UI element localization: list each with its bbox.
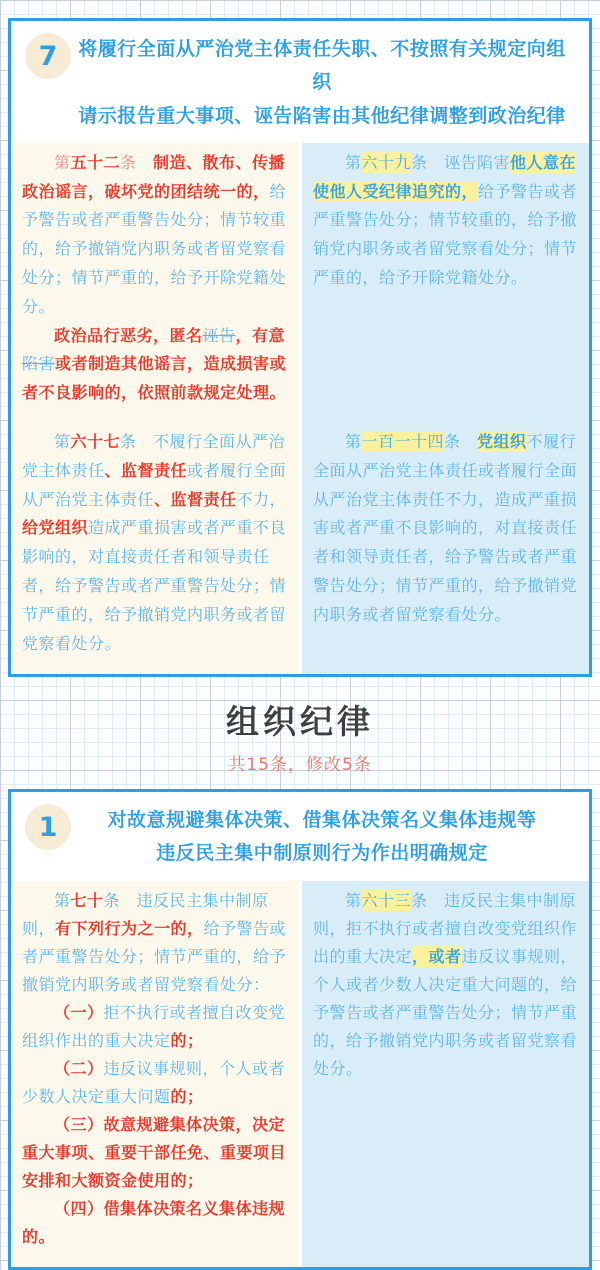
text-segment-added: （四）借集体决策名义集体违规的。 [22, 1198, 286, 1246]
text-segment-added: 的； [170, 1030, 204, 1050]
text-segment-base: 不履行全面从严治党主体责任或者履行全面从严治党主体责任不力，造成严重损害或者严重不良影响的，对直接责任者和领导责任者，给予警告或者严重警告处分；情节严重的，给予撤销党内职务或者留党察看处分。 [313, 431, 578, 624]
text-segment-base: 不力， [236, 489, 287, 509]
text-segment-moved: 第 [54, 152, 71, 172]
text-segment-added: ，有意 [235, 325, 286, 345]
text-segment-base: 条 不履行全面从严治党主体责任 [22, 431, 286, 480]
text-segment-added: 、监督责任 [104, 460, 188, 480]
text-segment-base: 给予警告或者严重警告处分；情节较重的，给予撤销党内职务或者留党察看处分；情节严重的，给予开除党籍处分。 [22, 181, 287, 316]
section-title-line2: 请示报告重大事项、诬告陷害由其他纪律调整到政治纪律 [78, 104, 566, 127]
text-segment-added: （三）故意规避集体决策，决定重大事项、重要干部任免、重要项目安排和大额资金使用的； [22, 1114, 287, 1190]
text-segment-base: 第 [345, 890, 362, 910]
text-segment-hl: 六十九 [361, 152, 412, 172]
new-regulation-cell [11, 881, 298, 1267]
text-segment-base: 或者履行全面从严治党主体责任 [22, 460, 287, 509]
section-card-organizational-discipline-item1 [8, 789, 592, 1270]
text-segment-added: 七十 [70, 890, 104, 910]
section-header [11, 21, 589, 143]
section-title [71, 804, 573, 871]
text-segment-base: 造成严重损害或者严重不良影响的，对直接责任者和领导责任者，给予警告或者严重警告处分；情节严重的，给予撤销党内职务或者留党察看处分。 [22, 518, 287, 653]
text-segment-added: 制造、散布、传播政治谣言，破坏党的团结统一的， [22, 152, 286, 201]
infographic-page [8, 18, 592, 1270]
text-segment-base: 条 违反民主集中制原则，拒不执行或者擅自改变党组织作出的重大决定 [313, 890, 578, 966]
text-segment-hl: 一百一十四 [361, 431, 445, 451]
old-regulation-cell [302, 143, 589, 422]
comparison-table [11, 143, 589, 675]
text-segment-hl-em: 党组织 [477, 431, 527, 451]
old-regulation-cell [302, 881, 589, 1267]
text-segment-base: 违反议事规则，个人或者少数人决定重大问题 [22, 1058, 286, 1106]
text-segment-added: 的； [170, 1086, 204, 1106]
section-number-badge: 1 [25, 804, 71, 850]
text-segment-added: （二） [54, 1058, 104, 1078]
clause-paragraph [22, 322, 289, 408]
new-regulation-cell [11, 143, 298, 422]
section-number-badge: 7 [25, 33, 71, 79]
clause-paragraph [22, 428, 289, 658]
text-segment-base: 给予警告或者严重警告处分；情节较重的，给予撤销党内职务或者留党察看处分；情节严重的，给予开除党籍处分。 [313, 181, 578, 287]
text-segment-base: 第 [345, 431, 362, 451]
text-segment-base: 违反议事规则，个人或者少数人决定重大问题的，给予警告或者严重警告处分；情节严重的，给予撤销党内职务或者留党察看处分。 [313, 946, 578, 1078]
old-regulation-cell [302, 422, 589, 674]
text-segment-added: 六十七 [70, 431, 121, 451]
text-segment-base: 条 诬告陷害 [411, 152, 511, 172]
clause-paragraph [22, 1195, 289, 1251]
text-segment-hl-em: 他人意在使他人受纪律追究的， [313, 152, 577, 201]
section-card-political-discipline-item7 [8, 18, 592, 677]
clause-paragraph [22, 1055, 289, 1111]
text-segment-base: 条 [444, 431, 478, 451]
category-subtitle: 共15条，修改5条 [228, 755, 372, 776]
text-segment-base: 给予警告或者严重警告处分；情节严重的，给予撤销党内职务或者留党察看处分： [22, 918, 287, 994]
text-segment-base: 第 [54, 431, 71, 451]
text-segment-removed: 陷害 [22, 354, 56, 374]
text-segment-added: （一） [54, 1002, 104, 1022]
category-title: 组织纪律 [226, 702, 374, 742]
section-title [71, 33, 573, 133]
text-segment-added: 或者制造其他谣言，造成损害或者不良影响的，依照前款规定处理。 [22, 354, 287, 403]
clause-paragraph [22, 887, 289, 999]
text-segment-added: 有下列行为之一的， [55, 918, 204, 938]
text-segment-hl: 六十三 [361, 890, 412, 910]
section-header [11, 792, 589, 881]
clause-paragraph [313, 149, 580, 293]
section-title-line1: 将履行全面从严治党主体责任失职、不按照有关规定向组织 [78, 38, 566, 94]
text-segment-hl-em: ，或者 [412, 946, 462, 966]
new-regulation-cell [11, 422, 298, 674]
text-segment-moved: 条 [120, 152, 154, 172]
text-segment-added: 五十二 [70, 152, 121, 172]
text-segment-added: 政治品行恶劣，匿名 [54, 325, 203, 345]
text-segment-added: 、监督责任 [154, 489, 237, 509]
section-title-line2: 违反民主集中制原则行为作出明确规定 [156, 842, 488, 865]
section-title-line1: 对故意规避集体决策、借集体决策名义集体违规等 [107, 809, 537, 832]
text-segment-base: 第 [345, 152, 362, 172]
clause-paragraph [22, 999, 289, 1055]
text-segment-base: 条 违反民主集中制原则， [22, 890, 269, 938]
text-segment-removed: 诬告 [202, 325, 236, 345]
clause-paragraph [313, 428, 580, 630]
comparison-table [11, 881, 589, 1267]
clause-paragraph [22, 149, 289, 322]
clause-paragraph [22, 1111, 289, 1195]
clause-paragraph [313, 887, 580, 1083]
text-segment-base: 拒不执行或者擅自改变党组织作出的重大决定 [22, 1002, 286, 1050]
category-divider [8, 677, 592, 789]
text-segment-added: 给党组织 [22, 518, 89, 538]
text-segment-base: 第 [54, 890, 71, 910]
